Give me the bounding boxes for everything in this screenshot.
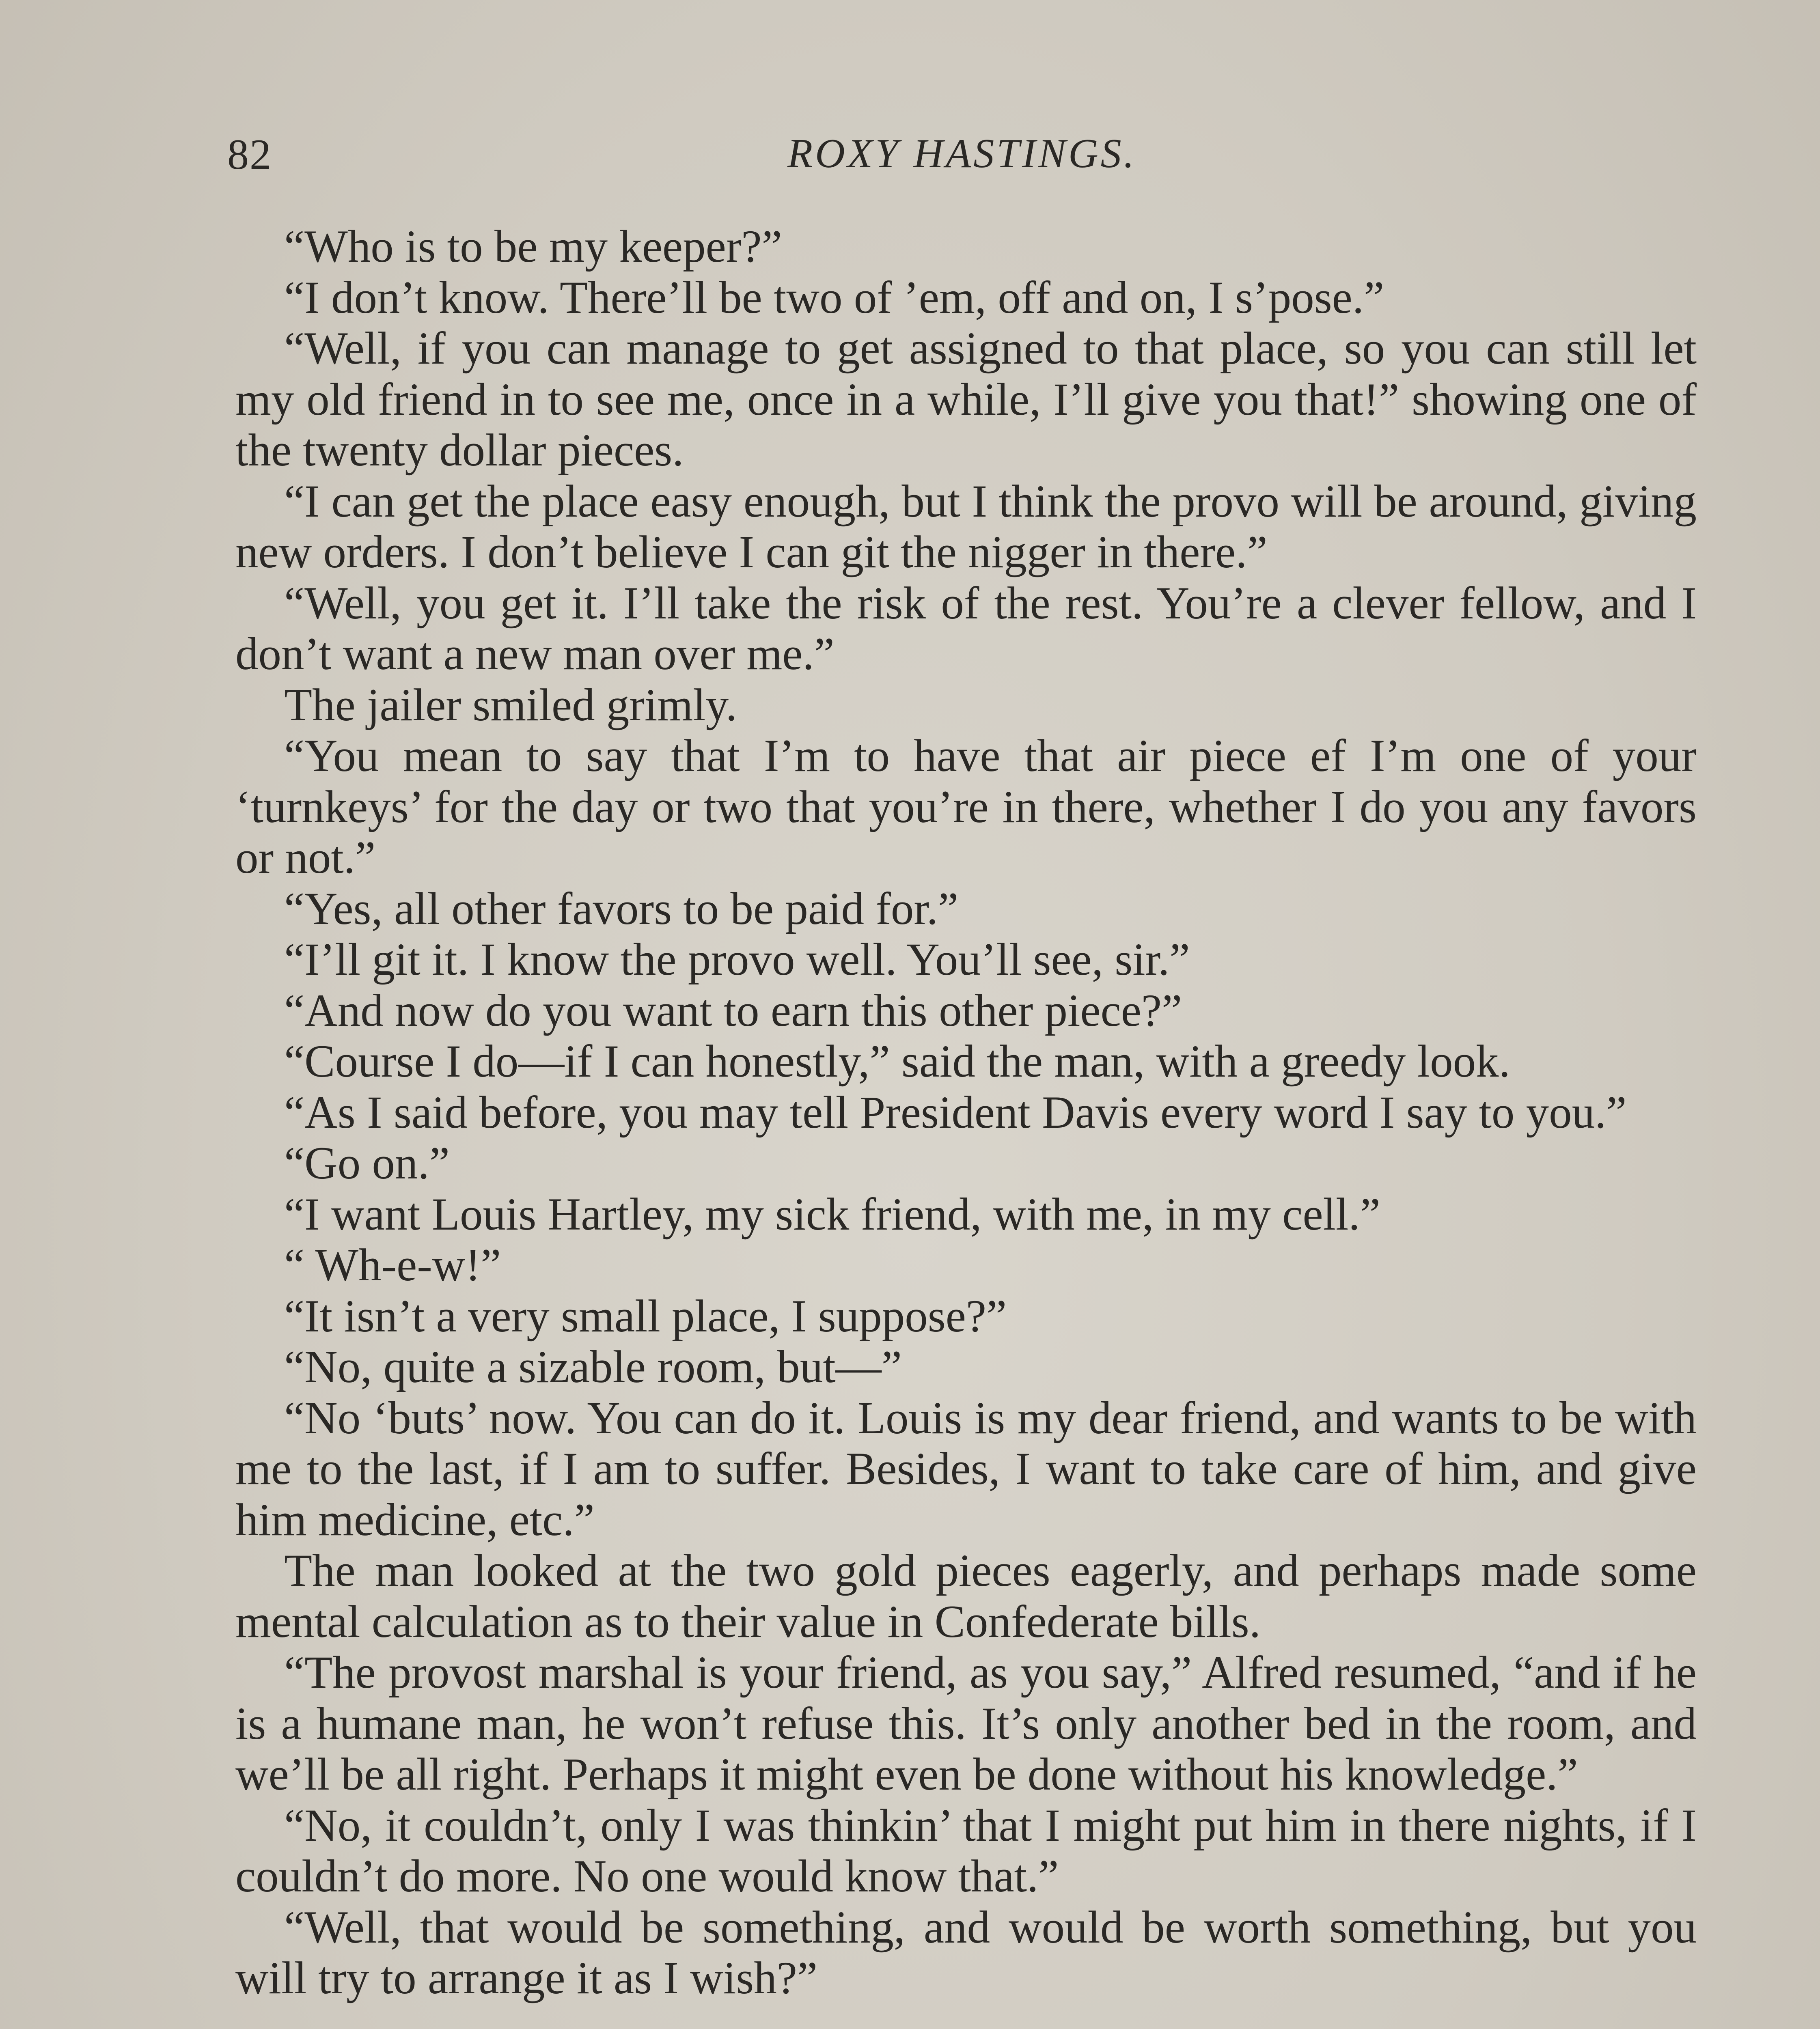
paragraph: “No, it couldn’t, only I was thinkin’ that I might put him in there nights, if I couldn’t do more. No one would know that.”: [235, 1800, 1697, 1902]
paragraph: “ Wh-e-w!”: [284, 1240, 501, 1290]
paragraph: The jailer smiled grimly.: [284, 679, 737, 730]
paragraph: “No, quite a sizable room, but—”: [284, 1342, 902, 1392]
paragraph: “As I said before, you may tell President Davis every word I say to you.”: [284, 1087, 1627, 1138]
page-header: [227, 122, 1697, 187]
page-number: 82: [227, 131, 272, 178]
paragraph: “No ‘buts’ now. You can do it. Louis is my dear friend, and wants to be with me to the last, if I am to suffer. Besides, I want to take care of him, and give him medicine, etc.”: [235, 1392, 1697, 1545]
paragraph: “Well, if you can manage to get assigned to that place, so you can still let my old friend in to see me, once in a while, I’ll give you that!” showing one of the twenty dollar pieces.: [235, 323, 1697, 476]
paragraph: “Who is to be my keeper?”: [284, 221, 782, 272]
paragraph: “Well, you get it. I’ll take the risk of the rest. You’re a clever fellow, and I don’t want a new man over me.”: [235, 577, 1697, 679]
paragraph: “I can get the place easy enough, but I think the provo will be around, giving new orders. I don’t believe I can git the nigger in there.”: [235, 476, 1697, 577]
paragraph: “It isn’t a very small place, I suppose?”: [284, 1290, 1007, 1342]
body-text: [235, 221, 1697, 2004]
paragraph: “I don’t know. There’ll be two of ’em, off and on, I s’pose.”: [284, 272, 1384, 323]
running-title: ROXY HASTINGS.: [787, 131, 1137, 177]
paragraph: “And now do you want to earn this other piece?”: [284, 985, 1182, 1036]
paragraph: “I’ll git it. I know the provo well. You’ll see, sir.”: [284, 934, 1190, 985]
paragraph: “You mean to say that I’m to have that air piece ef I’m one of your ‘turnkeys’ for the day or two that you’re in there, whether I do you any favors or not.”: [235, 730, 1697, 883]
paragraph: “Course I do—if I can honestly,” said the man, with a greedy look.: [284, 1036, 1510, 1087]
paragraph: “Well, that would be something, and would be worth something, but you will try to arrange it as I wish?”: [235, 1902, 1697, 2003]
paragraph: “I want Louis Hartley, my sick friend, with me, in my cell.”: [284, 1189, 1380, 1240]
paragraph: The man looked at the two gold pieces eagerly, and perhaps made some mental calculation as to their value in Confederate bills.: [235, 1545, 1697, 1647]
paragraph: “The provost marshal is your friend, as you say,” Alfred resumed, “and if he is a humane man, he won’t refuse this. It’s only another bed in the room, and we’ll be all right. Perhaps it might even be done without his knowledge.”: [235, 1647, 1697, 1800]
paragraph: “Go on.”: [284, 1138, 450, 1189]
paragraph: “Yes, all other favors to be paid for.”: [284, 883, 959, 934]
